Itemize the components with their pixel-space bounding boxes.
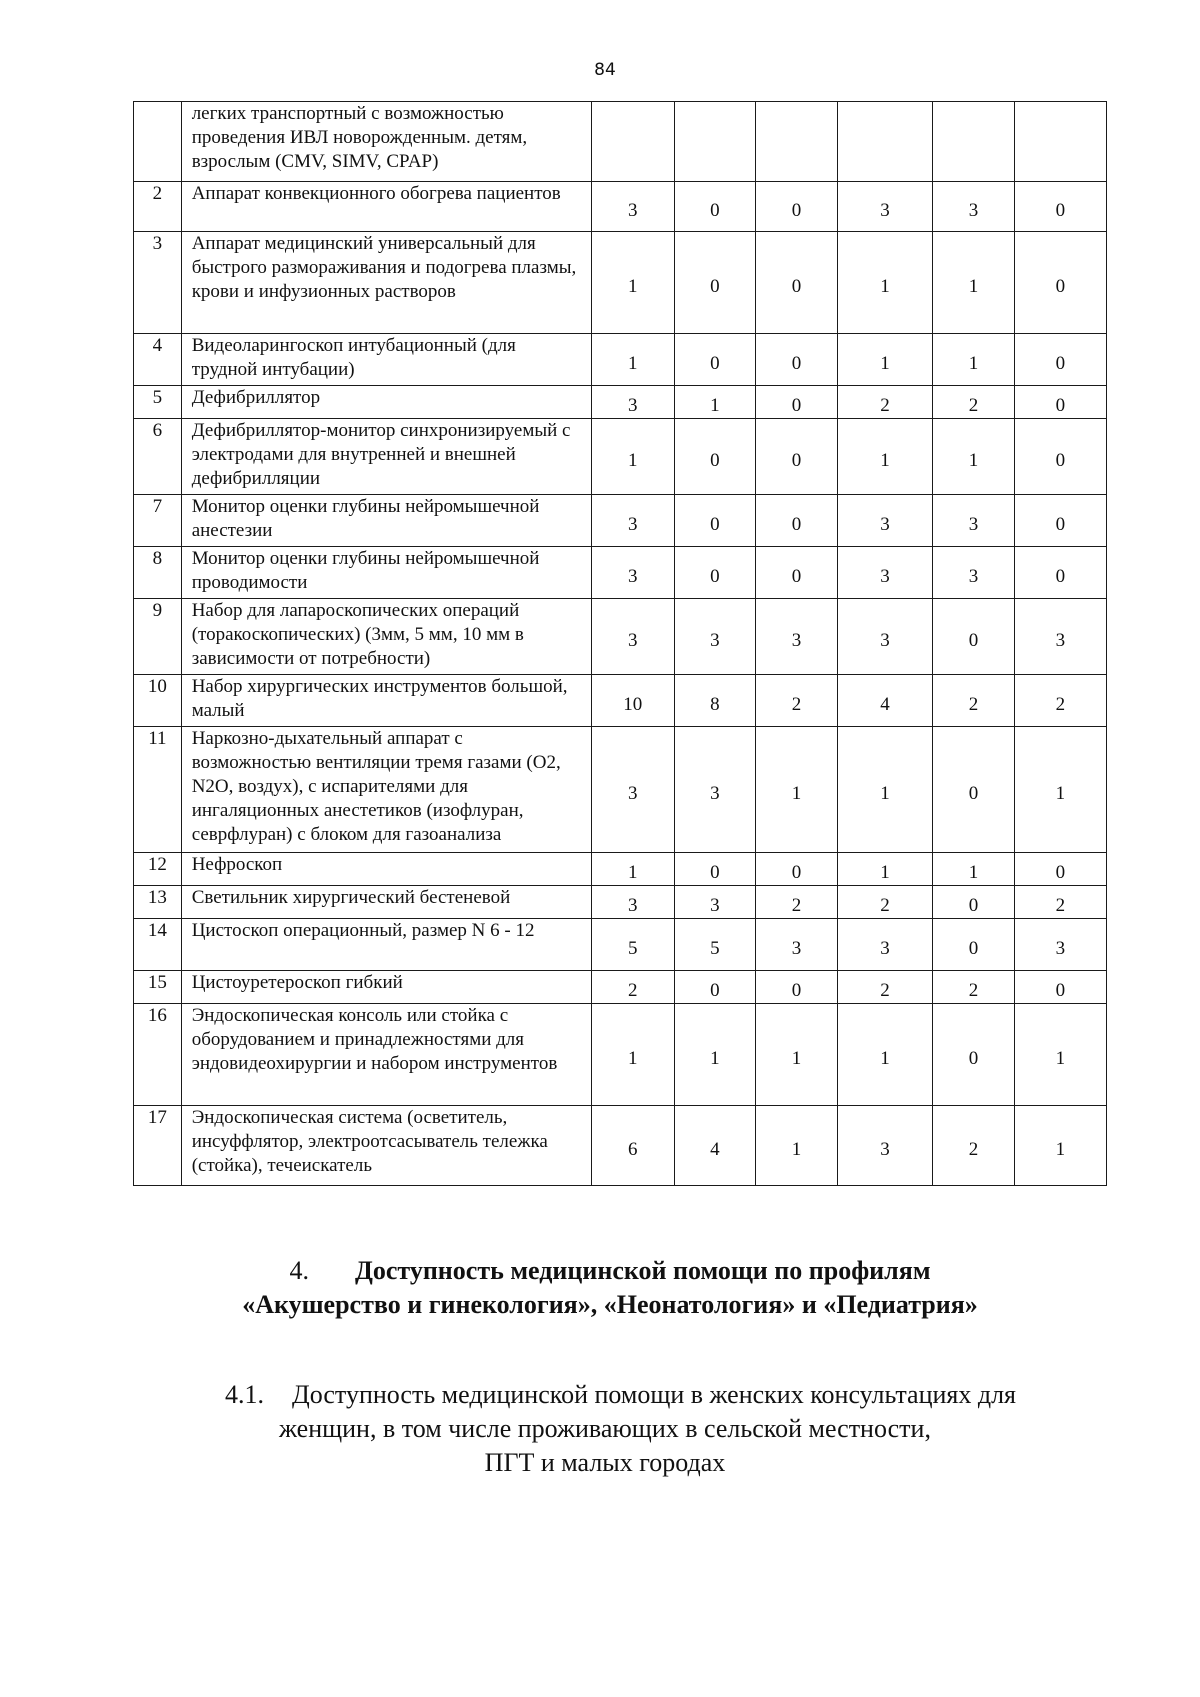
table-row	[134, 919, 1107, 971]
section-heading-line1	[0, 1254, 1200, 1288]
quantity-cell: 2	[933, 675, 1015, 727]
subsection-title-line2: женщин, в том числе проживающих в сельской местности,	[279, 1414, 931, 1443]
equipment-name: легких транспортный с возможностью проведения ИВЛ новорожденным. детям, взрослым (CMV, SIMV, CPAP)	[181, 102, 591, 182]
quantity-cell: 5	[591, 919, 674, 971]
quantity-cell: 1	[933, 419, 1015, 495]
quantity-cell: 3	[837, 599, 932, 675]
quantity-cell: 3	[591, 886, 674, 919]
row-number: 2	[134, 182, 182, 232]
quantity-cell: 3	[837, 182, 932, 232]
quantity-cell: 0	[674, 182, 756, 232]
quantity-cell: 0	[756, 182, 838, 232]
row-number	[134, 102, 182, 182]
quantity-cell: 0	[1014, 182, 1106, 232]
quantity-cell: 0	[674, 419, 756, 495]
quantity-cell: 2	[756, 675, 838, 727]
quantity-cell: 0	[1014, 334, 1106, 386]
quantity-cell: 3	[1014, 599, 1106, 675]
table-row	[134, 547, 1107, 599]
row-number: 7	[134, 495, 182, 547]
quantity-cell: 0	[756, 853, 838, 886]
quantity-cell: 3	[837, 547, 932, 599]
equipment-table	[133, 101, 1107, 1186]
quantity-cell: 2	[591, 971, 674, 1004]
row-number: 4	[134, 334, 182, 386]
table-row	[134, 1004, 1107, 1106]
quantity-cell	[756, 102, 838, 182]
quantity-cell: 1	[674, 1004, 756, 1106]
table-row	[134, 971, 1107, 1004]
quantity-cell: 3	[837, 495, 932, 547]
quantity-cell: 1	[1014, 1004, 1106, 1106]
quantity-cell: 6	[591, 1106, 674, 1186]
quantity-cell: 0	[756, 386, 838, 419]
row-number: 14	[134, 919, 182, 971]
quantity-cell: 3	[591, 386, 674, 419]
quantity-cell	[933, 102, 1015, 182]
table-row	[134, 495, 1107, 547]
equipment-name: Набор для лапароскопических операций (торакоскопических) (3мм, 5 мм, 10 мм в зависимости от потребности)	[181, 599, 591, 675]
quantity-cell: 0	[756, 232, 838, 334]
equipment-name: Аппарат конвекционного обогрева пациентов	[181, 182, 591, 232]
quantity-cell	[674, 102, 756, 182]
quantity-cell: 3	[591, 727, 674, 853]
row-number: 6	[134, 419, 182, 495]
quantity-cell: 0	[933, 919, 1015, 971]
equipment-name: Видеоларингоскоп интубационный (для трудной интубации)	[181, 334, 591, 386]
quantity-cell	[837, 102, 932, 182]
quantity-cell: 1	[837, 334, 932, 386]
quantity-cell: 2	[837, 386, 932, 419]
subsection-title-line3: ПГТ и малых городах	[484, 1448, 726, 1477]
equipment-table-body	[134, 102, 1107, 1186]
row-number: 9	[134, 599, 182, 675]
table-row	[134, 886, 1107, 919]
equipment-name: Цистоуретероскоп гибкий	[181, 971, 591, 1004]
section-title-line1: Доступность медицинской помощи по профилям	[354, 1256, 931, 1285]
quantity-cell: 0	[933, 599, 1015, 675]
quantity-cell: 1	[933, 232, 1015, 334]
quantity-cell: 0	[1014, 386, 1106, 419]
table-row	[134, 1106, 1107, 1186]
quantity-cell: 1	[591, 853, 674, 886]
section-title-line2: «Акушерство и гинекология», «Неонатология» и «Педиатрия»	[242, 1290, 978, 1319]
quantity-cell: 0	[1014, 419, 1106, 495]
quantity-cell: 3	[933, 495, 1015, 547]
quantity-cell: 3	[933, 547, 1015, 599]
quantity-cell: 1	[837, 232, 932, 334]
quantity-cell: 10	[591, 675, 674, 727]
quantity-cell: 1	[591, 419, 674, 495]
equipment-name: Наркозно-дыхательный аппарат с возможностью вентиляции тремя газами (O2, N2O, воздух), с испарителями для ингаляционных анестетиков (изофлуран, севрфлуран) с блоком для газоанализа	[181, 727, 591, 853]
quantity-cell: 0	[933, 1004, 1015, 1106]
quantity-cell: 0	[756, 334, 838, 386]
quantity-cell: 2	[1014, 886, 1106, 919]
quantity-cell: 0	[674, 334, 756, 386]
quantity-cell: 3	[591, 182, 674, 232]
table-row	[134, 853, 1107, 886]
quantity-cell: 2	[1014, 675, 1106, 727]
quantity-cell: 3	[1014, 919, 1106, 971]
quantity-cell: 0	[1014, 232, 1106, 334]
equipment-name: Эндоскопическая система (осветитель, инсуффлятор, электроотсасыватель тележка (стойка), течеискатель	[181, 1106, 591, 1186]
equipment-name: Нефроскоп	[181, 853, 591, 886]
quantity-cell: 3	[591, 547, 674, 599]
quantity-cell: 4	[837, 675, 932, 727]
quantity-cell: 0	[756, 419, 838, 495]
quantity-cell: 0	[674, 495, 756, 547]
quantity-cell: 1	[837, 1004, 932, 1106]
equipment-name: Цистоскоп операционный, размер N 6 - 12	[181, 919, 591, 971]
quantity-cell: 2	[933, 971, 1015, 1004]
row-number: 17	[134, 1106, 182, 1186]
row-number: 10	[134, 675, 182, 727]
quantity-cell: 0	[674, 853, 756, 886]
quantity-cell: 0	[1014, 495, 1106, 547]
quantity-cell: 1	[837, 853, 932, 886]
equipment-name: Эндоскопическая консоль или стойка с оборудованием и принадлежностями для эндовидеохирургии и набором инструментов	[181, 1004, 591, 1106]
quantity-cell	[1014, 102, 1106, 182]
quantity-cell: 3	[674, 599, 756, 675]
quantity-cell: 0	[1014, 971, 1106, 1004]
quantity-cell: 3	[837, 1106, 932, 1186]
quantity-cell: 3	[837, 919, 932, 971]
equipment-name: Дефибриллятор	[181, 386, 591, 419]
quantity-cell: 3	[591, 599, 674, 675]
row-number: 12	[134, 853, 182, 886]
table-row	[134, 334, 1107, 386]
quantity-cell: 1	[674, 386, 756, 419]
equipment-name: Набор хирургических инструментов большой, малый	[181, 675, 591, 727]
equipment-name: Монитор оценки глубины нейромышечной анестезии	[181, 495, 591, 547]
quantity-cell	[591, 102, 674, 182]
quantity-cell: 0	[674, 547, 756, 599]
row-number: 3	[134, 232, 182, 334]
table-row	[134, 727, 1107, 853]
table-row	[134, 419, 1107, 495]
quantity-cell: 1	[756, 1106, 838, 1186]
subsection-heading-line1	[225, 1378, 1016, 1412]
equipment-name: Дефибриллятор-монитор синхронизируемый с электродами для внутренней и внешней дефибрилляции	[181, 419, 591, 495]
quantity-cell: 3	[591, 495, 674, 547]
quantity-cell: 1	[933, 334, 1015, 386]
equipment-name: Аппарат медицинский универсальный для быстрого размораживания и подогрева плазмы, крови и инфузионных растворов	[181, 232, 591, 334]
table-row	[134, 182, 1107, 232]
quantity-cell: 1	[1014, 727, 1106, 853]
quantity-cell: 5	[674, 919, 756, 971]
quantity-cell: 1	[933, 853, 1015, 886]
quantity-cell: 1	[837, 727, 932, 853]
quantity-cell: 1	[837, 419, 932, 495]
subsection-title-line1: Доступность медицинской помощи в женских консультациях для	[292, 1380, 1017, 1409]
subsection-number: 4.1.	[225, 1380, 264, 1409]
quantity-cell: 4	[674, 1106, 756, 1186]
row-number: 11	[134, 727, 182, 853]
quantity-cell: 0	[933, 727, 1015, 853]
table-row	[134, 102, 1107, 182]
quantity-cell: 0	[1014, 853, 1106, 886]
quantity-cell: 3	[756, 919, 838, 971]
table-row	[134, 386, 1107, 419]
quantity-cell: 0	[756, 495, 838, 547]
quantity-cell: 1	[756, 727, 838, 853]
row-number: 15	[134, 971, 182, 1004]
row-number: 8	[134, 547, 182, 599]
quantity-cell: 1	[591, 232, 674, 334]
quantity-cell: 0	[756, 547, 838, 599]
table-row	[134, 675, 1107, 727]
quantity-cell: 1	[756, 1004, 838, 1106]
quantity-cell: 3	[756, 599, 838, 675]
equipment-name: Светильник хирургический бестеневой	[181, 886, 591, 919]
quantity-cell: 8	[674, 675, 756, 727]
quantity-cell: 1	[1014, 1106, 1106, 1186]
quantity-cell: 0	[933, 886, 1015, 919]
section-number: 4.	[289, 1256, 309, 1285]
quantity-cell: 0	[1014, 547, 1106, 599]
quantity-cell: 2	[933, 1106, 1015, 1186]
quantity-cell: 3	[933, 182, 1015, 232]
quantity-cell: 1	[591, 334, 674, 386]
table-row	[134, 232, 1107, 334]
row-number: 13	[134, 886, 182, 919]
equipment-name: Монитор оценки глубины нейромышечной проводимости	[181, 547, 591, 599]
quantity-cell: 2	[837, 971, 932, 1004]
quantity-cell: 3	[674, 886, 756, 919]
table-row	[134, 599, 1107, 675]
quantity-cell: 3	[674, 727, 756, 853]
row-number: 5	[134, 386, 182, 419]
quantity-cell: 2	[756, 886, 838, 919]
page-number: 84	[594, 60, 616, 80]
quantity-cell: 0	[674, 232, 756, 334]
quantity-cell: 1	[591, 1004, 674, 1106]
row-number: 16	[134, 1004, 182, 1106]
quantity-cell: 2	[837, 886, 932, 919]
section-heading	[0, 1254, 1200, 1322]
quantity-cell: 0	[756, 971, 838, 1004]
quantity-cell: 0	[674, 971, 756, 1004]
quantity-cell: 2	[933, 386, 1015, 419]
